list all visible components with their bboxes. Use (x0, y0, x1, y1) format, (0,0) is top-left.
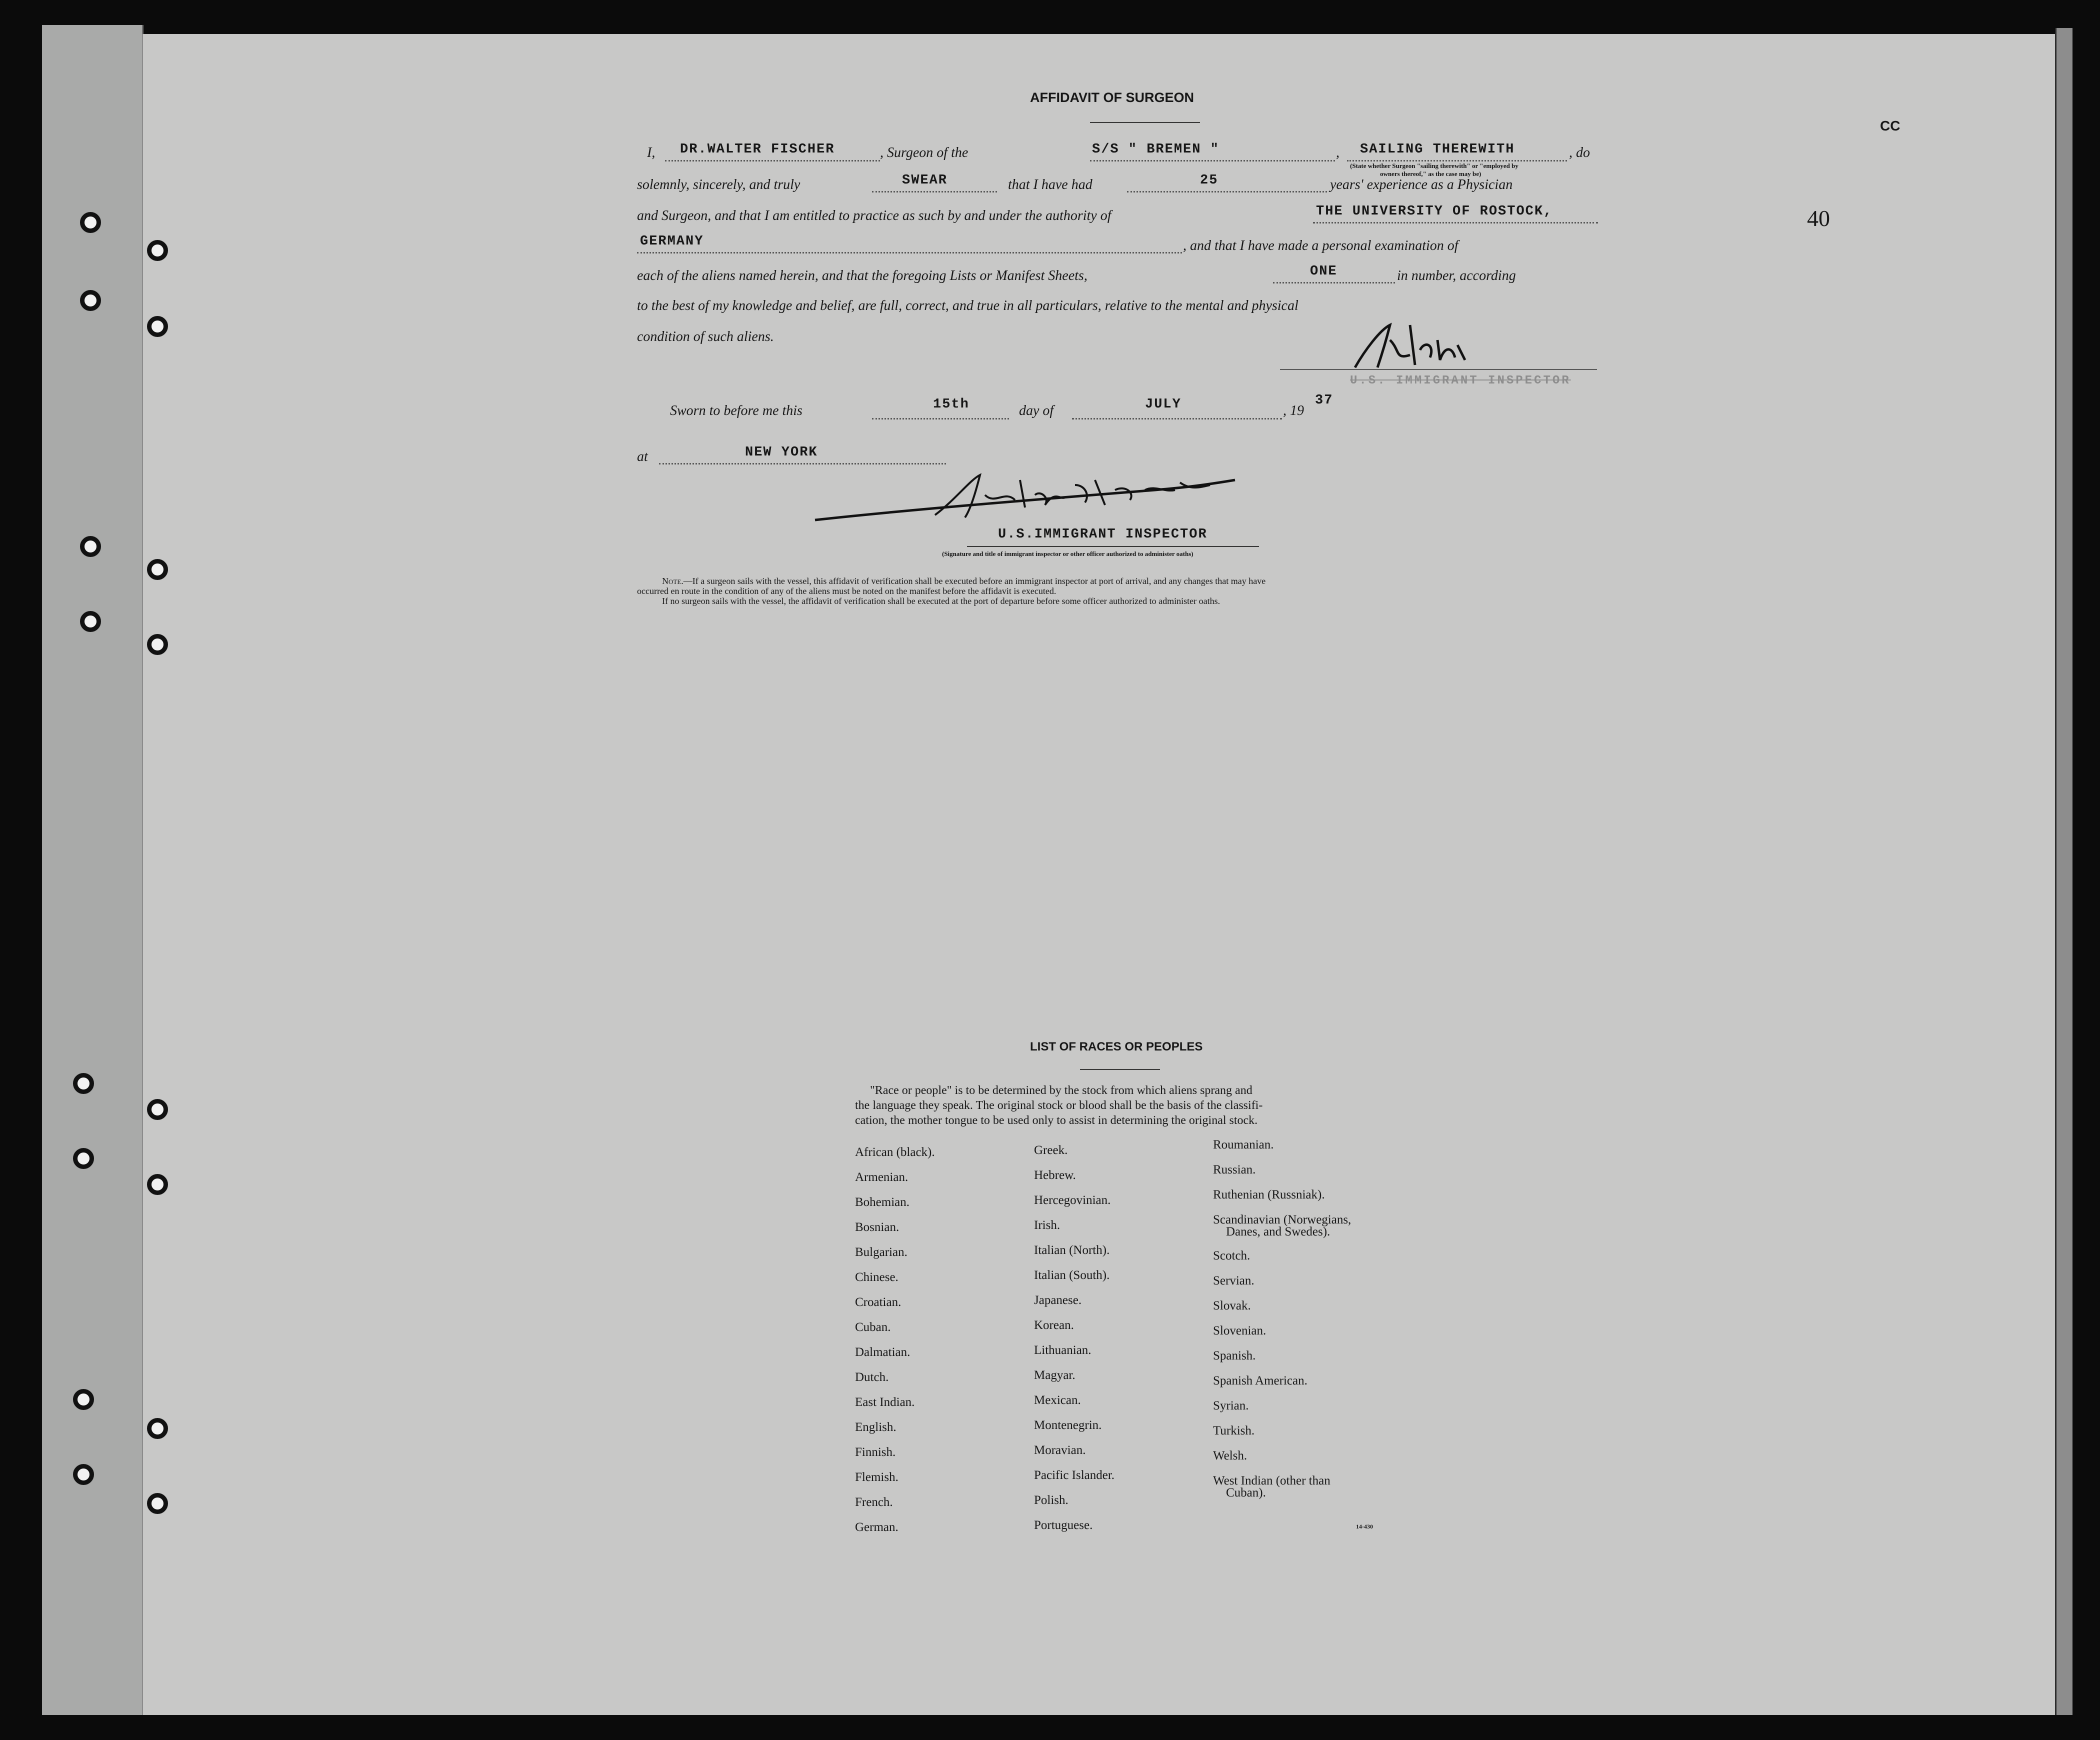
inspector-caption: (Signature and title of immigrant inspector or other officer authorized to administer oaths) (942, 550, 1194, 558)
race-item: West Indian (other than (1213, 1474, 1330, 1488)
sworn-place: NEW YORK (745, 445, 818, 460)
race-item: Mexican. (1034, 1394, 1081, 1407)
race-item: Lithuanian. (1034, 1344, 1092, 1357)
race-item: Spanish American. (1213, 1374, 1308, 1388)
sworn-b: day of (1019, 403, 1054, 418)
race-item: Portuguese. (1034, 1518, 1093, 1532)
binding-hole (147, 559, 168, 580)
note-text-1: —If a surgeon sails with the vessel, this affidavit of verification shall be executed before an immigrant inspector at port of arrival, and any changes that may have (683, 576, 1266, 586)
page-edge (2055, 28, 2072, 1715)
race-item: Chinese. (855, 1270, 898, 1284)
race-item: Finnish. (855, 1446, 896, 1459)
race-item: Servian. (1213, 1274, 1254, 1288)
race-item: Russian. (1213, 1163, 1256, 1176)
sworn-day: 15th (933, 397, 970, 412)
authority-blank (1313, 222, 1598, 224)
authority: THE UNIVERSITY OF ROSTOCK, (1316, 204, 1553, 219)
binding-hole (73, 1389, 94, 1410)
line6: to the best of my knowledge and belief, are full, correct, and true in all particulars, relative to the mental and physical (637, 298, 1298, 314)
race-item: French. (855, 1496, 893, 1509)
status-blank (1347, 160, 1567, 162)
race-item: Syrian. (1213, 1399, 1249, 1412)
race-item: Ruthenian (Russniak). (1213, 1188, 1325, 1202)
line2-c: years' experience as a Physician (1330, 177, 1513, 192)
form-code: 14-430 (1356, 1523, 1373, 1530)
race-item: Irish. (1034, 1218, 1060, 1232)
line2-a: solemnly, sincerely, and truly (637, 177, 800, 192)
race-item: Greek. (1034, 1144, 1068, 1157)
races-intro-1: "Race or people" is to be determined by the stock from which aliens sprang and (870, 1084, 1252, 1097)
race-item: Slovenian. (1213, 1324, 1266, 1338)
vessel-name: S/S " BREMEN " (1092, 142, 1220, 157)
race-item: Bosnian. (855, 1220, 900, 1234)
inspector-line (967, 546, 1259, 547)
race-item: Scandinavian (Norwegians, (1213, 1213, 1352, 1226)
race-item: Danes, and Swedes). (1226, 1225, 1330, 1238)
race-item: German. (855, 1520, 898, 1534)
note-line-2: occurred en route in the condition of any of the aliens must be noted on the manifest before the affidavit is executed. (637, 586, 1056, 596)
races-column-2 (1034, 1138, 1114, 1538)
line4-text: , and that I have made a personal examination of (1183, 238, 1458, 254)
note-line-3: If no surgeon sails with the vessel, the affidavit of verification shall be executed at the port of departure before some officer authorized to administer oaths. (662, 596, 1220, 606)
sworn-a: Sworn to before me this (670, 403, 802, 418)
race-item: Korean. (1034, 1318, 1074, 1332)
binding-strip (42, 25, 144, 1715)
inspector-signature (805, 470, 1265, 530)
surgeon-status: SAILING THEREWITH (1360, 142, 1515, 157)
years-experience: 25 (1200, 173, 1218, 188)
binding-hole (80, 611, 101, 632)
sworn-month: JULY (1145, 397, 1182, 412)
binding-hole (147, 1493, 168, 1514)
race-item: Pacific Islander. (1034, 1468, 1115, 1482)
binding-hole (73, 1464, 94, 1485)
surgeon-name: DR.WALTER FISCHER (680, 142, 835, 157)
at-label: at (637, 449, 648, 464)
binding-hole (80, 536, 101, 557)
races-title: LIST OF RACES OR PEOPLES (1030, 1040, 1203, 1054)
binding-hole (73, 1073, 94, 1094)
race-item: Moravian. (1034, 1444, 1086, 1457)
authority-cont: GERMANY (640, 234, 704, 249)
races-title-underline (1080, 1069, 1160, 1070)
race-item: Hercegovinian. (1034, 1194, 1111, 1207)
sworn-c: , 19 (1283, 403, 1304, 418)
race-item: Italian (South). (1034, 1268, 1110, 1282)
race-item: Turkish. (1213, 1424, 1255, 1438)
race-item: Magyar. (1034, 1368, 1076, 1382)
race-item: Flemish. (855, 1470, 898, 1484)
race-item: English. (855, 1420, 896, 1434)
inspector-title: U.S.IMMIGRANT INSPECTOR (998, 527, 1208, 542)
race-item: Cuban). (1226, 1486, 1266, 1500)
race-item: Croatian. (855, 1296, 902, 1309)
race-item: Roumanian. (1213, 1138, 1274, 1152)
line7: condition of such aliens. (637, 329, 774, 344)
authority-blank-2 (637, 252, 1182, 254)
binding-hole (80, 290, 101, 311)
race-item: East Indian. (855, 1396, 915, 1409)
binding-hole (147, 1099, 168, 1120)
races-intro-2: the language they speak. The original stock or blood shall be the basis of the classifi- (855, 1099, 1263, 1112)
race-item: Polish. (1034, 1494, 1068, 1507)
race-item: African (black). (855, 1146, 935, 1159)
line3-text: and Surgeon, and that I am entitled to practice as such by and under the authority of (637, 208, 1112, 224)
surgeon-signature (1350, 320, 1520, 375)
race-item: Italian (North). (1034, 1244, 1110, 1257)
races-column-1 (855, 1140, 935, 1540)
status-note: owners thereof," as the case may be) (1380, 170, 1482, 178)
binding-hole (147, 316, 168, 337)
vessel-blank (1090, 160, 1335, 162)
day-blank (872, 418, 1009, 420)
binding-hole (73, 1148, 94, 1169)
races-intro-3: cation, the mother tongue to be used only to assist in determining the original stock. (855, 1114, 1258, 1127)
note-label: Note. (662, 576, 684, 586)
status-note: (State whether Surgeon "sailing therewith" or "employed by (1350, 162, 1518, 170)
race-item: Armenian. (855, 1170, 908, 1184)
do-label: , do (1569, 145, 1590, 160)
race-item: Hebrew. (1034, 1168, 1076, 1182)
comma: , (1336, 145, 1340, 160)
affidavit-i: I, (647, 145, 656, 160)
race-item: Bulgarian. (855, 1246, 908, 1259)
race-item: Bohemian. (855, 1196, 910, 1209)
title-underline (1090, 122, 1200, 123)
race-item: Spanish. (1213, 1349, 1256, 1362)
line5-a: each of the aliens named herein, and that the foregoing Lists or Manifest Sheets, (637, 268, 1088, 284)
binding-hole (80, 212, 101, 233)
binding-hole (147, 1174, 168, 1195)
binding-hole (147, 634, 168, 655)
sheets-blank (1273, 282, 1395, 284)
line5-b: in number, according (1397, 268, 1516, 284)
race-item: Welsh. (1213, 1449, 1248, 1462)
place-blank (659, 463, 946, 464)
sworn-year: 37 (1315, 393, 1334, 408)
race-item: Scotch. (1213, 1249, 1250, 1262)
race-item: Japanese. (1034, 1294, 1082, 1307)
race-item: Dalmatian. (855, 1346, 910, 1359)
oath-blank (872, 191, 997, 192)
race-item: Slovak. (1213, 1299, 1251, 1312)
month-blank (1072, 418, 1282, 420)
note-line-1 (662, 576, 1266, 586)
race-item: Montenegrin. (1034, 1418, 1102, 1432)
race-item: Cuban. (855, 1320, 891, 1334)
signature-line (1280, 369, 1597, 370)
affidavit-title: AFFIDAVIT OF SURGEON (1030, 90, 1194, 105)
surgeon-of-label: , Surgeon of the (880, 145, 968, 160)
years-blank (1127, 191, 1327, 192)
binding-hole (147, 240, 168, 261)
oath-type: SWEAR (902, 173, 948, 188)
corner-mark: CC (1880, 118, 1900, 134)
line2-b: that I have had (1008, 177, 1092, 192)
struck-caption: U.S. IMMIGRANT INSPECTOR (1350, 374, 1571, 388)
page-number: 40 (1807, 206, 1830, 231)
binding-hole (147, 1418, 168, 1439)
sheets-count: ONE (1310, 264, 1338, 279)
race-item: Dutch. (855, 1370, 889, 1384)
name-blank (665, 160, 880, 162)
